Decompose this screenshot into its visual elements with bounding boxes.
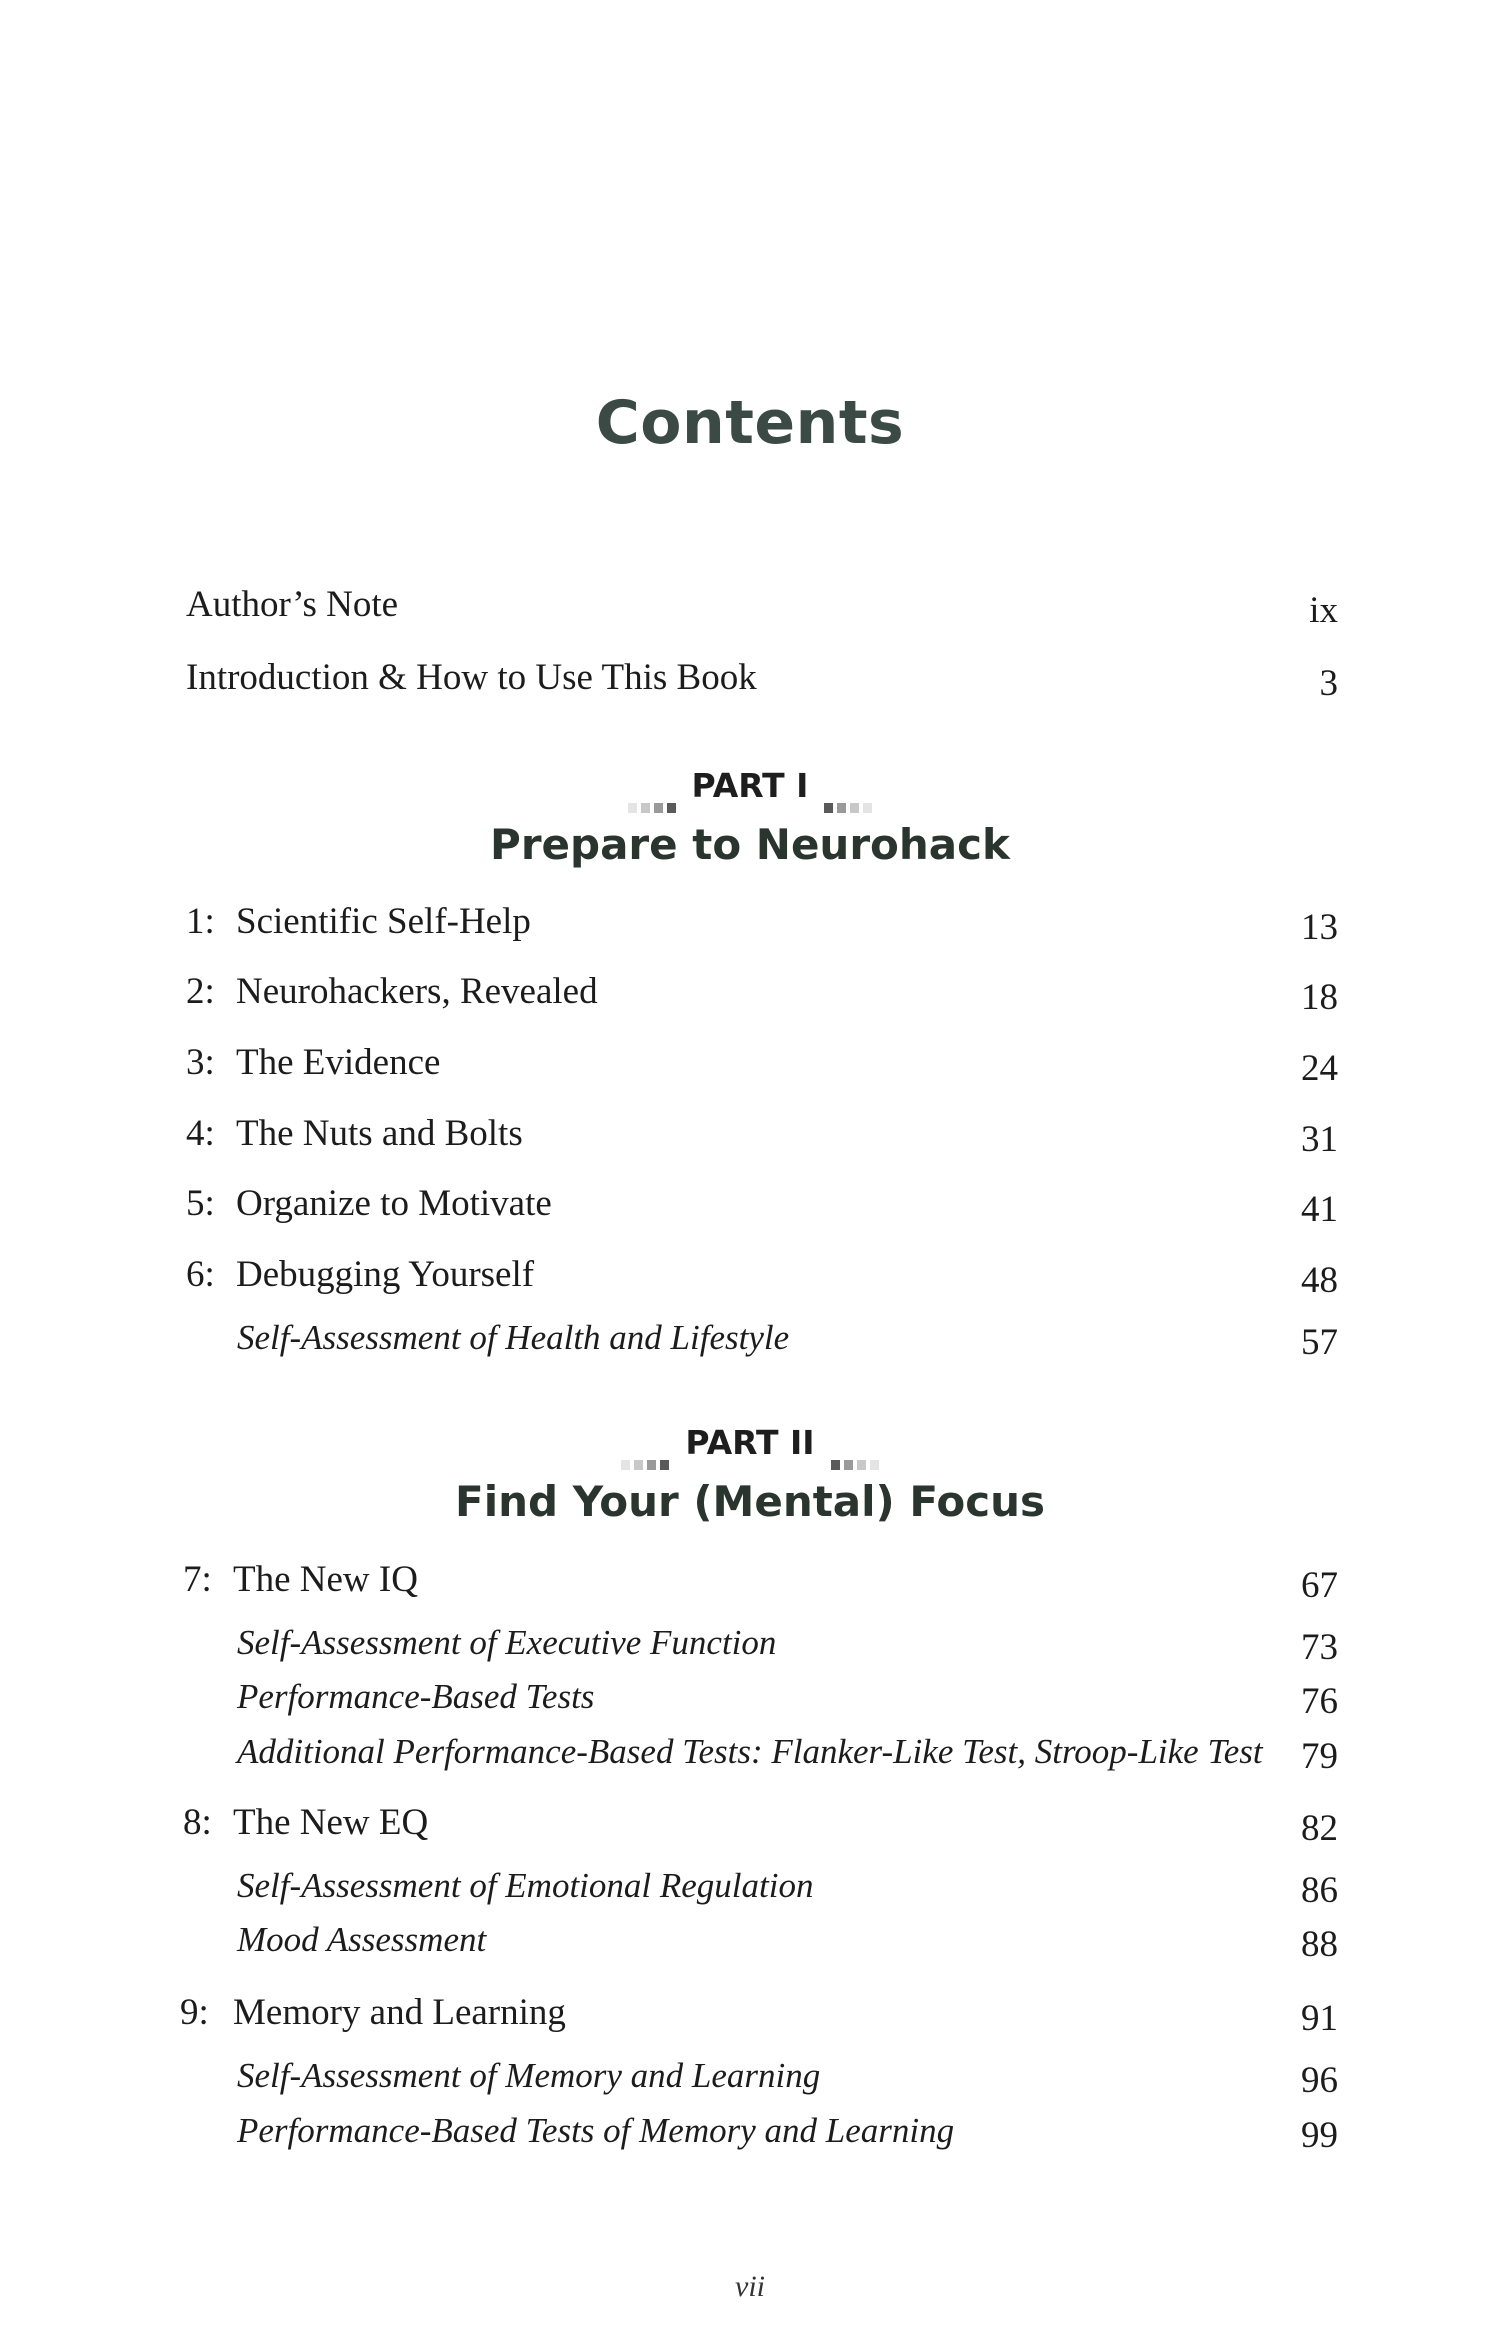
part-title-2: Find Your (Mental) Focus <box>455 1477 1045 1526</box>
toc-entry-page: 86 <box>1301 1870 1338 1911</box>
toc-entry-page: 48 <box>1301 1260 1338 1301</box>
part-label-2 <box>0 1423 1500 1463</box>
chapter-title: The New IQ <box>233 1559 418 1600</box>
ornament-icon <box>829 1439 881 1451</box>
page-title: Contents <box>595 388 905 458</box>
toc-entry-page: 88 <box>1301 1924 1338 1965</box>
chapter-number: 3: <box>186 1042 215 1083</box>
chapter-title: Neurohackers, Revealed <box>236 971 598 1012</box>
toc-entry-page: 67 <box>1301 1565 1338 1606</box>
toc-entry-label: Author’s Note <box>186 584 399 625</box>
ornament-icon <box>626 782 678 794</box>
toc-subentry[interactable]: Performance-Based Tests <box>237 1677 595 1716</box>
chapter-number: 8: <box>183 1802 212 1843</box>
part-title-1: Prepare to Neurohack <box>490 820 1010 869</box>
chapter-title: Memory and Learning <box>233 1992 566 2033</box>
chapter-title: Scientific Self-Help <box>236 901 531 942</box>
toc-subentry[interactable]: Mood Assessment <box>237 1920 487 1959</box>
chapter-number: 9: <box>180 1992 209 2033</box>
ornament-icon <box>619 1439 671 1451</box>
chapter-title: The Evidence <box>236 1042 441 1083</box>
toc-entry-page: 76 <box>1301 1681 1338 1722</box>
toc-entry-label: Introduction & How to Use This Book <box>186 657 757 698</box>
part-label-text: PART I <box>691 766 809 805</box>
toc-entry-page: 79 <box>1301 1736 1338 1777</box>
part-label-1 <box>0 766 1500 806</box>
toc-entry-page: 96 <box>1301 2060 1338 2101</box>
toc-subentry[interactable]: Additional Performance-Based Tests: Flanker-Like Test, Stroop-Like Test <box>237 1732 1263 1771</box>
toc-subentry[interactable]: Self-Assessment of Health and Lifestyle <box>237 1318 790 1357</box>
toc-entry-page: 31 <box>1301 1119 1338 1160</box>
chapter-number: 5: <box>186 1183 215 1224</box>
chapter-number: 1: <box>186 901 215 942</box>
toc-entry-page: 13 <box>1301 907 1338 948</box>
chapter-title: Debugging Yourself <box>236 1254 535 1295</box>
toc-subentry[interactable]: Self-Assessment of Memory and Learning <box>237 2056 821 2095</box>
toc-entry-page: 3 <box>1319 663 1338 704</box>
part-label-text: PART II <box>685 1423 815 1462</box>
toc-entry-page: 99 <box>1301 2115 1338 2156</box>
chapter-title: The New EQ <box>233 1802 429 1843</box>
page-number: vii <box>735 2270 765 2303</box>
toc-subentry[interactable]: Self-Assessment of Emotional Regulation <box>237 1866 814 1905</box>
toc-subentry[interactable]: Self-Assessment of Executive Function <box>237 1623 777 1662</box>
toc-entry-page: 73 <box>1301 1627 1338 1668</box>
toc-entry-authors-note[interactable] <box>186 583 398 627</box>
toc-entry-page: 41 <box>1301 1189 1338 1230</box>
toc-entry-page: 91 <box>1301 1998 1338 2039</box>
chapter-number: 4: <box>186 1113 215 1154</box>
chapter-number: 2: <box>186 971 215 1012</box>
chapter-number: 7: <box>183 1559 212 1600</box>
toc-entry-page: 57 <box>1301 1322 1338 1363</box>
toc-entry-page: 18 <box>1301 977 1338 1018</box>
chapter-title: Organize to Motivate <box>236 1183 552 1224</box>
toc-entry-introduction[interactable] <box>186 656 757 700</box>
toc-subentry[interactable]: Performance-Based Tests of Memory and Learning <box>237 2111 955 2150</box>
chapter-title: The Nuts and Bolts <box>236 1113 523 1154</box>
toc-entry-page: 24 <box>1301 1048 1338 1089</box>
chapter-number: 6: <box>186 1254 215 1295</box>
ornament-icon <box>822 782 874 794</box>
toc-entry-page: 82 <box>1301 1808 1338 1849</box>
toc-entry-page: ix <box>1309 590 1338 631</box>
